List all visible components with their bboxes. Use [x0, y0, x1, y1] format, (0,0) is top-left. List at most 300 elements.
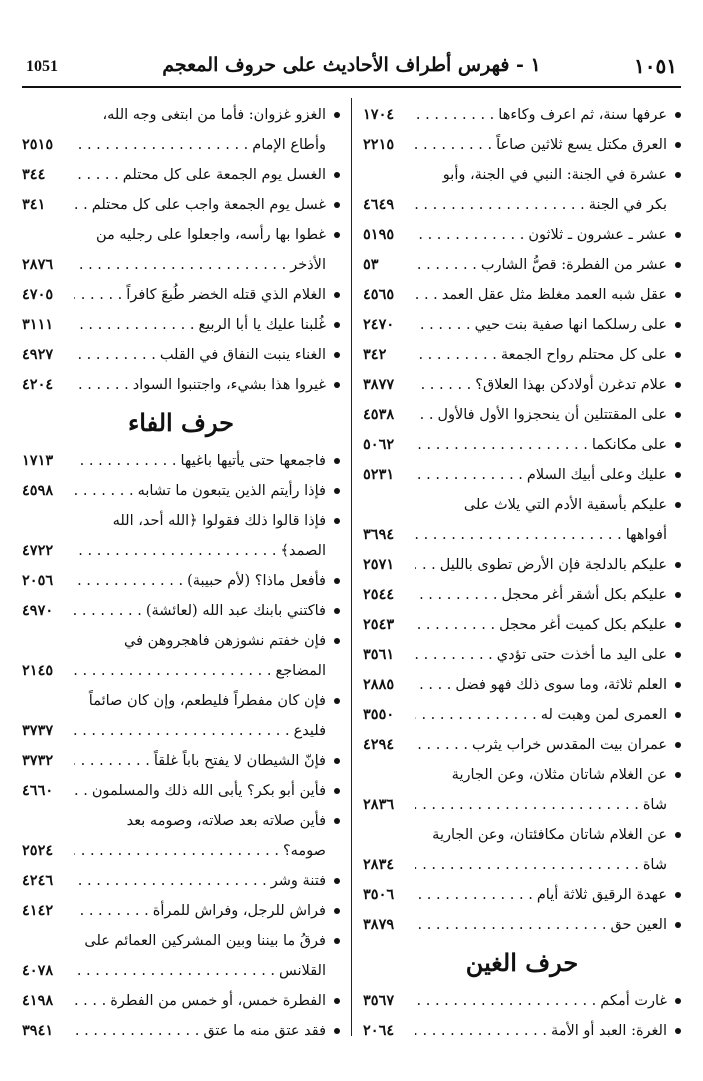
- entry-first-line: [363, 700, 667, 730]
- entry-first-line: [363, 820, 667, 850]
- column-divider: [351, 98, 352, 1036]
- index-entry: [363, 250, 681, 280]
- index-entry: [363, 310, 681, 340]
- hadith-number: ٥٠٦٢: [363, 436, 395, 453]
- entry-second-line: [22, 836, 326, 866]
- hadith-number: ٥٢٣١: [363, 466, 395, 483]
- index-entry: [363, 670, 681, 700]
- entry-first-line: [363, 430, 667, 460]
- index-entry: [363, 130, 681, 160]
- hadith-number: ٣٨٧٩: [363, 916, 395, 933]
- leader-dots: [415, 580, 501, 610]
- page-header: [22, 52, 681, 88]
- section-title-fa: حرف الفاء: [127, 408, 235, 437]
- leader-dots: [415, 730, 472, 760]
- index-entry: [363, 986, 681, 1016]
- index-entry: [363, 1016, 681, 1046]
- hadith-number: ٢٨٣٤: [363, 856, 395, 873]
- index-entry: [22, 806, 340, 866]
- bullet-icon: [334, 458, 340, 464]
- hadith-number: ٣٧٣٢: [22, 752, 54, 769]
- left-entries-list: [22, 100, 340, 400]
- leader-dots: [74, 566, 187, 596]
- hadith-number: ٤١٩٨: [22, 992, 54, 1009]
- hadith-text-continued: الصمد﴾: [280, 543, 326, 559]
- leader-dots: [415, 310, 475, 340]
- leader-dots: [415, 986, 600, 1016]
- hadith-number: ٢٥١٥: [22, 136, 54, 153]
- hadith-text-continued: بكر في الجنة: [588, 197, 667, 213]
- entry-first-line: [363, 280, 667, 310]
- hadith-text: على المقتتلين أن ينحجزوا الأول فالأول: [437, 407, 667, 423]
- hadith-number: ٤٩٢٧: [22, 346, 54, 363]
- hadith-text-continued: أفواهها: [625, 527, 667, 543]
- leader-dots: [74, 190, 92, 220]
- hadith-text: عليكم بكل كميت أغر محجل: [499, 617, 667, 633]
- entry-first-line: [363, 460, 667, 490]
- hadith-text: فإن كان مفطراً فليطعم، وإن كان صائماً: [88, 693, 326, 709]
- hadith-number: ٣٦٩٤: [363, 526, 395, 543]
- entry-first-line: [22, 190, 326, 220]
- leader-dots: [415, 520, 626, 550]
- entry-first-line: [22, 866, 326, 896]
- hadith-text: العمرى لمن وهبت له: [540, 707, 667, 723]
- bullet-icon: [334, 758, 340, 764]
- entry-first-line: [22, 340, 326, 370]
- bullet-icon: [334, 1028, 340, 1034]
- entry-first-line: [22, 446, 326, 476]
- entry-first-line: [363, 160, 667, 190]
- entry-first-line: [363, 610, 667, 640]
- entry-first-line: [363, 1016, 667, 1046]
- leader-dots: [415, 550, 440, 580]
- bullet-icon: [675, 832, 681, 838]
- leader-dots: [74, 836, 283, 866]
- bullet-icon: [675, 502, 681, 508]
- leader-dots: [415, 280, 442, 310]
- hadith-text: على رسلكما انها صفية بنت حيي: [474, 317, 667, 333]
- hadith-text: فرقُ ما بيننا وبين المشركين العمائم على: [84, 933, 326, 949]
- leader-dots: [415, 250, 481, 280]
- leader-dots: [415, 910, 610, 940]
- entry-first-line: [22, 986, 326, 1016]
- hadith-text: عن الغلام شاتان مثلان، وعن الجارية: [451, 767, 667, 783]
- index-entry: [22, 506, 340, 566]
- bullet-icon: [334, 578, 340, 584]
- page-number-latin: 1051: [26, 58, 58, 75]
- entry-first-line: [22, 370, 326, 400]
- ghain-entries-list: [363, 986, 681, 1046]
- entry-second-line: [363, 790, 667, 820]
- index-entry: [363, 460, 681, 490]
- entry-first-line: [363, 340, 667, 370]
- bullet-icon: [334, 638, 340, 644]
- bullet-icon: [675, 442, 681, 448]
- index-entry: [22, 340, 340, 370]
- entry-first-line: [22, 596, 326, 626]
- index-entry: [22, 370, 340, 400]
- entry-second-line: [22, 536, 326, 566]
- hadith-text: عهدة الرقيق ثلاثة أيام: [536, 887, 667, 903]
- bullet-icon: [334, 698, 340, 704]
- hadith-text: الغناء ينبت النفاق في القلب: [159, 347, 326, 363]
- hadith-text: فتنة وشر: [270, 873, 326, 889]
- leader-dots: [415, 880, 537, 910]
- bullet-icon: [675, 892, 681, 898]
- hadith-number: ٢٨٨٥: [363, 676, 395, 693]
- leader-dots: [74, 866, 271, 896]
- hadith-number: ٣١١١: [22, 316, 54, 333]
- hadith-number: ١٧١٣: [22, 452, 54, 469]
- entry-first-line: [22, 896, 326, 926]
- hadith-number: ٢٤٧٠: [363, 316, 395, 333]
- hadith-text: العلم ثلاثة، وما سوى ذلك فهو فضل: [455, 677, 667, 693]
- entry-second-line: [22, 130, 326, 160]
- leader-dots: [74, 370, 133, 400]
- index-entry: [363, 220, 681, 250]
- hadith-text-continued: شاة: [642, 797, 667, 813]
- bullet-icon: [675, 772, 681, 778]
- index-entry: [22, 190, 340, 220]
- hadith-text: عشر ـ عشرون ـ ثلاثون: [528, 227, 667, 243]
- bullet-icon: [675, 472, 681, 478]
- leader-dots: [415, 670, 455, 700]
- leader-dots: [415, 790, 643, 820]
- hadith-text-continued: فليدع: [293, 723, 326, 739]
- entry-first-line: [363, 220, 667, 250]
- index-entry: [22, 626, 340, 686]
- right-column: [363, 100, 681, 1046]
- bullet-icon: [675, 172, 681, 178]
- entry-first-line: [22, 1016, 326, 1046]
- hadith-number: ١٧٠٤: [363, 106, 395, 123]
- index-entry: [22, 476, 340, 506]
- entry-first-line: [363, 910, 667, 940]
- hadith-number: ٥٣: [363, 256, 379, 273]
- hadith-text: غسل يوم الجمعة واجب على كل محتلم: [91, 197, 326, 213]
- entry-first-line: [22, 746, 326, 776]
- hadith-number: ٢٥٧١: [363, 556, 395, 573]
- bullet-icon: [334, 878, 340, 884]
- entry-first-line: [363, 580, 667, 610]
- hadith-number: ٣٥٦١: [363, 646, 395, 663]
- bullet-icon: [675, 292, 681, 298]
- entry-first-line: [22, 806, 326, 836]
- hadith-text: عليكم بأسقية الأدم التي يلاث على: [463, 497, 667, 513]
- entry-second-line: [363, 520, 667, 550]
- bullet-icon: [334, 232, 340, 238]
- leader-dots: [415, 340, 501, 370]
- hadith-number: ٤٧٢٢: [22, 542, 54, 559]
- entry-first-line: [363, 400, 667, 430]
- bullet-icon: [675, 1028, 681, 1034]
- index-entry: [363, 280, 681, 310]
- index-entry: [363, 610, 681, 640]
- leader-dots: [74, 160, 123, 190]
- hadith-number: ٣٤١: [22, 196, 46, 213]
- entry-first-line: [363, 880, 667, 910]
- leader-dots: [415, 850, 643, 880]
- entry-first-line: [22, 776, 326, 806]
- hadith-text: فأين أبو بكر؟ يأبى الله ذلك والمسلمون: [91, 783, 326, 799]
- hadith-text: الغزو غزوان: فأما من ابتغى وجه الله،: [102, 107, 326, 123]
- left-column: [22, 100, 340, 1046]
- hadith-text: على مكانكما: [591, 437, 667, 453]
- hadith-text: عقل شبه العمد مغلظ مثل عقل العمد: [441, 287, 667, 303]
- hadith-text-continued: المضاجع: [275, 663, 326, 679]
- bullet-icon: [675, 142, 681, 148]
- hadith-number: ٤٢٤٦: [22, 872, 54, 889]
- bullet-icon: [675, 412, 681, 418]
- hadith-number: ٣٥٦٧: [363, 992, 395, 1009]
- hadith-text: عشرة في الجنة: النبي في الجنة، وأبو: [442, 167, 667, 183]
- leader-dots: [415, 190, 589, 220]
- hadith-text: غطوا بها رأسه، واجعلوا على رجليه من: [96, 227, 326, 243]
- hadith-text: الغلام الذي قتله الخضر طُبعَ كافراً: [126, 287, 326, 303]
- hadith-text: فراش للرجل، وفراش للمرأة: [152, 903, 326, 919]
- index-entry: [22, 310, 340, 340]
- leader-dots: [74, 130, 252, 160]
- bullet-icon: [675, 322, 681, 328]
- index-entry: [363, 910, 681, 940]
- hadith-text: علام تدغرن أولادكن بهذا العلاق؟: [475, 377, 667, 393]
- hadith-text: على كل محتلم رواح الجمعة: [500, 347, 667, 363]
- page-number-arabic: ١٠٥١: [634, 54, 677, 78]
- hadith-number: ٢٨٣٦: [363, 796, 395, 813]
- index-entry: [363, 430, 681, 460]
- entry-first-line: [22, 926, 326, 956]
- hadith-number: ٤٦٤٩: [363, 196, 395, 213]
- leader-dots: [415, 640, 497, 670]
- bullet-icon: [334, 382, 340, 388]
- entry-first-line: [363, 730, 667, 760]
- hadith-number: ٣٩٤١: [22, 1022, 54, 1039]
- index-entry: [363, 700, 681, 730]
- hadith-number: ٤٢٠٤: [22, 376, 54, 393]
- hadith-text-continued: القلانس: [279, 963, 326, 979]
- index-entry: [22, 596, 340, 626]
- hadith-text: فإنّ الشيطان لا يفتح باباً غلقاً: [153, 753, 326, 769]
- bullet-icon: [334, 788, 340, 794]
- index-entry: [363, 550, 681, 580]
- index-entry: [363, 760, 681, 820]
- hadith-text: على اليد ما أخذت حتى تؤدي: [496, 647, 667, 663]
- hadith-text: فإذا رأيتم الذين يتبعون ما تشابه: [137, 483, 326, 499]
- entry-first-line: [363, 100, 667, 130]
- leader-dots: [74, 656, 275, 686]
- bullet-icon: [675, 682, 681, 688]
- leader-dots: [74, 1016, 203, 1046]
- hadith-number: ٣٥٥٠: [363, 706, 395, 723]
- leader-dots: [74, 716, 294, 746]
- index-entry: [363, 580, 681, 610]
- index-entry: [22, 776, 340, 806]
- hadith-number: ٤٠٧٨: [22, 962, 54, 979]
- fa-entries-list: [22, 446, 340, 1046]
- hadith-number: ٣٥٠٦: [363, 886, 395, 903]
- entry-first-line: [363, 640, 667, 670]
- entry-second-line: [22, 250, 326, 280]
- hadith-number: ٤٥٦٥: [363, 286, 395, 303]
- bullet-icon: [675, 352, 681, 358]
- entry-first-line: [22, 220, 326, 250]
- entry-second-line: [363, 850, 667, 880]
- index-entry: [363, 400, 681, 430]
- leader-dots: [74, 340, 160, 370]
- leader-dots: [74, 310, 198, 340]
- entry-first-line: [22, 280, 326, 310]
- hadith-text: عليك وعلى أبيك السلام: [526, 467, 667, 483]
- entry-first-line: [363, 490, 667, 520]
- hadith-number: ٤٧٠٥: [22, 286, 54, 303]
- hadith-number: ٤٥٣٨: [363, 406, 395, 423]
- hadith-text: عرفها سنة، ثم اعرف وكاءها: [498, 107, 667, 123]
- hadith-text: الغسل يوم الجمعة على كل محتلم: [122, 167, 326, 183]
- index-entry: [363, 640, 681, 670]
- hadith-text-continued: صومه؟: [282, 843, 326, 859]
- hadith-text: عليكم بكل أشقر أغر محجل: [501, 587, 667, 603]
- index-entry: [363, 340, 681, 370]
- entry-first-line: [22, 310, 326, 340]
- bullet-icon: [334, 322, 340, 328]
- hadith-text: فإن خفتم نشوزهن فاهجروهن في: [124, 633, 326, 649]
- entry-first-line: [22, 566, 326, 596]
- hadith-number: ٢٥٤٣: [363, 616, 395, 633]
- hadith-text-continued: الأذخر: [290, 257, 326, 273]
- index-entry: [22, 100, 340, 160]
- hadith-number: ٢١٤٥: [22, 662, 54, 679]
- bullet-icon: [675, 562, 681, 568]
- right-entries-list: [363, 100, 681, 940]
- bullet-icon: [334, 818, 340, 824]
- bullet-icon: [675, 622, 681, 628]
- index-entry: [22, 220, 340, 280]
- index-entry: [363, 820, 681, 880]
- hadith-number: ٥١٩٥: [363, 226, 395, 243]
- index-entry: [363, 100, 681, 130]
- entry-first-line: [363, 760, 667, 790]
- entry-first-line: [22, 686, 326, 716]
- entry-second-line: [363, 190, 667, 220]
- hadith-text-continued: شاة: [642, 857, 667, 873]
- index-entry: [363, 160, 681, 220]
- bullet-icon: [334, 908, 340, 914]
- leader-dots: [74, 446, 180, 476]
- hadith-number: ٢٠٦٤: [363, 1022, 395, 1039]
- hadith-text: غُلبنا عليك يا أبا الربيع: [198, 317, 326, 333]
- leader-dots: [415, 370, 475, 400]
- hadith-text: فاجمعها حتى يأتيها باغيها: [180, 453, 326, 469]
- index-entry: [22, 686, 340, 746]
- index-entry: [22, 746, 340, 776]
- hadith-text: العرق مكتل يسع ثلاثين صاعاً: [496, 137, 667, 153]
- bullet-icon: [675, 232, 681, 238]
- leader-dots: [415, 430, 592, 460]
- hadith-number: ٢٢١٥: [363, 136, 395, 153]
- hadith-number: ٤٥٩٨: [22, 482, 54, 499]
- entry-first-line: [22, 626, 326, 656]
- hadith-text: فأفعل ماذا؟ (لأم حبيبة): [187, 573, 326, 589]
- hadith-text: فقد عتق منه ما عتق: [203, 1023, 326, 1039]
- hadith-number: ٢٠٥٦: [22, 572, 54, 589]
- bullet-icon: [675, 742, 681, 748]
- bullet-icon: [675, 998, 681, 1004]
- leader-dots: [415, 700, 541, 730]
- bullet-icon: [675, 112, 681, 118]
- hadith-number: ٣٧٣٧: [22, 722, 54, 739]
- leader-dots: [415, 130, 496, 160]
- leader-dots: [415, 220, 528, 250]
- leader-dots: [415, 610, 499, 640]
- index-entry: [363, 370, 681, 400]
- hadith-number: ٤٢٩٤: [363, 736, 395, 753]
- entry-first-line: [363, 370, 667, 400]
- hadith-text: الفطرة خمس، أو خمس من الفطرة: [110, 993, 326, 1009]
- hadith-number: ٤٩٧٠: [22, 602, 54, 619]
- hadith-text: غارت أمكم: [600, 993, 667, 1009]
- entry-second-line: [22, 656, 326, 686]
- index-entry: [22, 926, 340, 986]
- entry-first-line: [22, 506, 326, 536]
- index-entry: [363, 730, 681, 760]
- entry-first-line: [22, 476, 326, 506]
- hadith-number: ٢٥٢٤: [22, 842, 54, 859]
- hadith-number: ٣٤٢: [363, 346, 387, 363]
- leader-dots: [74, 776, 92, 806]
- entry-first-line: [363, 310, 667, 340]
- hadith-text: عشر من الفطرة: قصُّ الشارب: [480, 257, 667, 273]
- index-entry: [22, 896, 340, 926]
- leader-dots: [415, 1016, 551, 1046]
- leader-dots: [74, 250, 290, 280]
- leader-dots: [415, 400, 437, 430]
- page-title: ١ - فهرس أطراف الأحاديث على حروف المعجم: [162, 54, 541, 76]
- bullet-icon: [675, 262, 681, 268]
- index-entry: [363, 490, 681, 550]
- bullet-icon: [334, 172, 340, 178]
- bullet-icon: [675, 652, 681, 658]
- leader-dots: [74, 986, 110, 1016]
- bullet-icon: [675, 382, 681, 388]
- section-title-ghain: حرف الغين: [465, 948, 579, 977]
- entry-first-line: [22, 100, 326, 130]
- bullet-icon: [334, 938, 340, 944]
- leader-dots: [74, 596, 146, 626]
- leader-dots: [415, 100, 498, 130]
- hadith-text: غيروا هذا بشيء، واجتنبوا السواد: [132, 377, 326, 393]
- leader-dots: [74, 536, 280, 566]
- bullet-icon: [334, 112, 340, 118]
- index-entry: [22, 986, 340, 1016]
- hadith-text: عن الغلام شاتان مكافئتان، وعن الجارية: [432, 827, 667, 843]
- hadith-number: ٢٥٤٤: [363, 586, 395, 603]
- index-entry: [22, 280, 340, 310]
- entry-first-line: [363, 550, 667, 580]
- bullet-icon: [334, 488, 340, 494]
- entry-first-line: [363, 986, 667, 1016]
- entry-first-line: [22, 160, 326, 190]
- bullet-icon: [334, 998, 340, 1004]
- index-entry: [22, 866, 340, 896]
- index-entry: [363, 880, 681, 910]
- bullet-icon: [334, 352, 340, 358]
- bullet-icon: [675, 712, 681, 718]
- bullet-icon: [334, 608, 340, 614]
- hadith-number: ٣٤٤: [22, 166, 46, 183]
- hadith-text: فأين صلاته بعد صلاته، وصومه بعد: [126, 813, 326, 829]
- index-entry: [22, 446, 340, 476]
- index-entry: [22, 566, 340, 596]
